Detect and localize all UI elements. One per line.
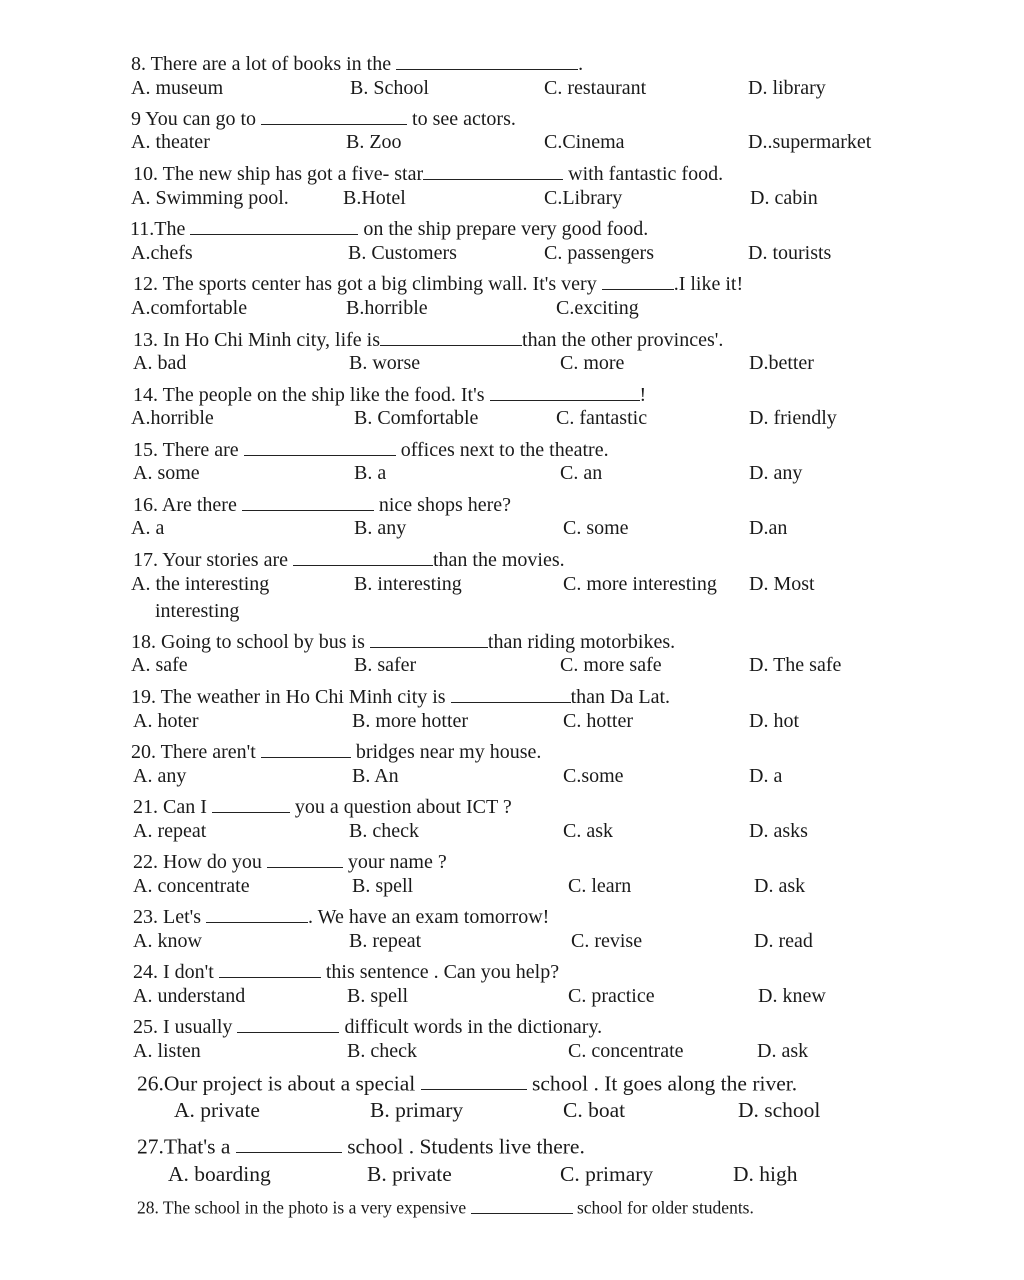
option-c[interactable]: C. an bbox=[560, 462, 603, 484]
option-b[interactable]: B. a bbox=[354, 462, 387, 484]
answer-blank[interactable] bbox=[602, 270, 674, 290]
question-text-before: . The school in the photo is a very expensive bbox=[154, 1197, 471, 1218]
question-number: 21 bbox=[133, 796, 153, 818]
question-number: 19 bbox=[131, 686, 151, 708]
option-a[interactable]: A. Swimming pool. bbox=[131, 187, 289, 209]
option-c[interactable]: C. concentrate bbox=[568, 1040, 684, 1062]
question-19 bbox=[131, 683, 670, 707]
question-text-after: difficult words in the dictionary. bbox=[339, 1016, 603, 1038]
question-13 bbox=[133, 326, 723, 350]
option-d[interactable]: D. high bbox=[733, 1162, 798, 1186]
option-a[interactable]: A.comfortable bbox=[131, 297, 248, 319]
option-b[interactable]: B.Hotel bbox=[343, 187, 406, 209]
answer-blank[interactable] bbox=[212, 793, 290, 813]
option-b[interactable]: B. interesting bbox=[354, 573, 462, 595]
option-c[interactable]: C. primary bbox=[560, 1162, 654, 1186]
option-a[interactable]: A. concentrate bbox=[133, 875, 250, 897]
option-d[interactable]: D. friendly bbox=[749, 407, 837, 429]
option-b[interactable]: B. An bbox=[352, 765, 399, 787]
question-text-after: ! bbox=[639, 384, 647, 406]
question-18 bbox=[131, 628, 675, 652]
question-text-after: . We have an exam tomorrow! bbox=[308, 906, 550, 928]
question-text-before: . The people on the ship like the food. It's bbox=[153, 384, 490, 406]
option-b[interactable]: B. spell bbox=[347, 985, 409, 1007]
option-b[interactable]: B. spell bbox=[352, 875, 414, 897]
option-a[interactable]: A. museum bbox=[131, 77, 224, 99]
option-d[interactable]: D. knew bbox=[758, 985, 826, 1007]
question-number: 23 bbox=[133, 906, 153, 928]
question-number: 17 bbox=[133, 549, 153, 571]
option-d[interactable]: D. Most bbox=[749, 573, 815, 595]
answer-blank[interactable] bbox=[244, 436, 396, 456]
option-d[interactable]: D. ask bbox=[754, 875, 806, 897]
option-b[interactable]: B. safer bbox=[354, 654, 417, 676]
option-d[interactable]: D. hot bbox=[749, 710, 799, 732]
question-10 bbox=[133, 160, 723, 184]
answer-blank[interactable] bbox=[423, 160, 563, 180]
answer-blank[interactable] bbox=[451, 683, 571, 703]
option-a[interactable]: A. a bbox=[131, 517, 165, 539]
question-number: 14 bbox=[133, 384, 153, 406]
question-text-after: this sentence . Can you help? bbox=[320, 961, 560, 983]
question-text-after: bridges near my house. bbox=[350, 741, 542, 763]
question-text-before: . In Ho Chi Minh city, life is bbox=[153, 329, 381, 351]
question-text-after: nice shops here? bbox=[373, 494, 512, 516]
question-text-before: . I don't bbox=[153, 961, 219, 983]
option-a[interactable]: A. hoter bbox=[133, 710, 199, 732]
option-d[interactable]: D. read bbox=[754, 930, 813, 952]
question-8 bbox=[131, 50, 583, 74]
question-number: 13 bbox=[133, 329, 153, 351]
question-text-before: .The bbox=[149, 218, 191, 240]
option-d[interactable]: D. asks bbox=[749, 820, 808, 842]
question-text-after: your name ? bbox=[342, 851, 447, 873]
option-d[interactable]: D. any bbox=[749, 462, 803, 484]
option-c[interactable]: C.some bbox=[563, 765, 624, 787]
option-a[interactable]: A. some bbox=[133, 462, 200, 484]
question-text-before: . Are there bbox=[153, 494, 242, 516]
option-a[interactable]: A. bad bbox=[133, 352, 187, 374]
option-b[interactable]: B. School bbox=[350, 77, 429, 99]
option-c[interactable]: C. more safe bbox=[560, 654, 662, 676]
answer-blank[interactable] bbox=[267, 848, 343, 868]
question-number: 12 bbox=[133, 273, 153, 295]
option-a[interactable]: A. know bbox=[133, 930, 202, 952]
question-27 bbox=[137, 1132, 585, 1158]
question-14 bbox=[133, 381, 646, 405]
answer-blank[interactable] bbox=[293, 546, 433, 566]
option-d[interactable]: D. cabin bbox=[750, 187, 818, 209]
option-b[interactable]: B. worse bbox=[349, 352, 421, 374]
question-text-after: school . Students live there. bbox=[341, 1134, 585, 1159]
option-d[interactable]: D. a bbox=[749, 765, 783, 787]
question-text-before: . The sports center has got a big climbing wall. It's very bbox=[153, 273, 602, 295]
option-a[interactable]: A. private bbox=[174, 1098, 260, 1122]
question-number: 22 bbox=[133, 851, 153, 873]
question-text-after: you a question about ICT ? bbox=[289, 796, 512, 818]
question-text-before: . Going to school by bus is bbox=[151, 631, 370, 653]
question-22 bbox=[133, 848, 447, 872]
question-16 bbox=[133, 491, 511, 515]
option-a[interactable]: A.horrible bbox=[131, 407, 214, 429]
question-text-after: .I like it! bbox=[673, 273, 744, 295]
question-text-before: . I usually bbox=[153, 1016, 238, 1038]
option-c[interactable]: C. restaurant bbox=[544, 77, 647, 99]
question-17 bbox=[133, 546, 565, 570]
option-c[interactable]: C. ask bbox=[563, 820, 613, 842]
question-number: 9 bbox=[131, 108, 141, 130]
question-number: 8 bbox=[131, 53, 141, 75]
option-c[interactable]: C. passengers bbox=[544, 242, 654, 264]
option-d[interactable]: D. library bbox=[748, 77, 826, 99]
answer-blank[interactable] bbox=[219, 958, 321, 978]
question-12 bbox=[133, 270, 743, 294]
question-9 bbox=[131, 105, 516, 129]
option-a[interactable]: A.chefs bbox=[131, 242, 193, 264]
option-c[interactable]: C. more interesting bbox=[563, 573, 717, 595]
option-d[interactable]: D..supermarket bbox=[748, 131, 872, 153]
option-c[interactable]: C. revise bbox=[571, 930, 643, 952]
question-text-after: with fantastic food. bbox=[563, 163, 724, 185]
question-number: 26 bbox=[137, 1071, 159, 1096]
option-b[interactable]: B. check bbox=[349, 820, 419, 842]
answer-blank[interactable] bbox=[490, 381, 640, 401]
question-text-before: . How do you bbox=[153, 851, 267, 873]
option-d[interactable]: D.an bbox=[749, 517, 788, 539]
question-number: 15 bbox=[133, 439, 153, 461]
option-b[interactable]: B. Comfortable bbox=[354, 407, 479, 429]
question-text-after: than the movies. bbox=[433, 549, 565, 571]
question-number: 10 bbox=[133, 163, 153, 185]
question-text-before: . Your stories are bbox=[153, 549, 293, 571]
option-b[interactable]: B. primary bbox=[370, 1098, 464, 1122]
question-24 bbox=[133, 958, 559, 982]
option-c[interactable]: C. boat bbox=[563, 1098, 626, 1122]
question-text-before: . There are bbox=[153, 439, 244, 461]
option-c[interactable]: C. learn bbox=[568, 875, 632, 897]
question-text-after: to see actors. bbox=[407, 108, 516, 130]
question-text-after: . bbox=[578, 53, 584, 75]
question-text-before: .Our project is about a special bbox=[158, 1071, 421, 1096]
question-number: 27 bbox=[137, 1134, 159, 1159]
option-a[interactable]: A. repeat bbox=[133, 820, 207, 842]
question-15 bbox=[133, 436, 609, 460]
option-c[interactable]: C. hotter bbox=[563, 710, 633, 732]
question-21 bbox=[133, 793, 512, 817]
question-number: 11 bbox=[130, 218, 150, 240]
question-text-after: than Da Lat. bbox=[570, 686, 670, 708]
question-text-before: . The new ship has got a five- star bbox=[153, 163, 424, 185]
question-text-after: school . It goes along the river. bbox=[526, 1071, 798, 1096]
answer-blank[interactable] bbox=[370, 628, 488, 648]
option-a[interactable]: A. safe bbox=[131, 654, 188, 676]
question-number: 28 bbox=[137, 1197, 155, 1218]
question-text-before: . The weather in Ho Chi Minh city is bbox=[151, 686, 451, 708]
question-text-after: offices next to the theatre. bbox=[395, 439, 609, 461]
option-c[interactable]: C. some bbox=[563, 517, 629, 539]
option-b[interactable]: B. Customers bbox=[348, 242, 457, 264]
option-b[interactable]: B. any bbox=[354, 517, 407, 539]
option-c[interactable]: C.Library bbox=[544, 187, 623, 209]
option-a[interactable]: A. understand bbox=[133, 985, 246, 1007]
answer-blank[interactable] bbox=[380, 326, 522, 346]
question-text-before: . Can I bbox=[153, 796, 212, 818]
option-b[interactable]: B. check bbox=[347, 1040, 417, 1062]
question-text-before: . There aren't bbox=[151, 741, 261, 763]
option-a[interactable]: A. listen bbox=[133, 1040, 201, 1062]
question-text-after: school for older students. bbox=[572, 1197, 754, 1218]
question-text-after: than the other provinces'. bbox=[522, 329, 724, 351]
option-b[interactable]: B. repeat bbox=[349, 930, 422, 952]
option-b[interactable]: B.horrible bbox=[346, 297, 428, 319]
answer-blank[interactable] bbox=[236, 1132, 342, 1153]
answer-blank[interactable] bbox=[190, 215, 358, 235]
answer-blank[interactable] bbox=[261, 105, 407, 125]
option-a[interactable]: A. the interesting bbox=[131, 573, 270, 595]
question-text-before: . There are a lot of books in the bbox=[141, 53, 397, 75]
answer-blank[interactable] bbox=[471, 1196, 573, 1214]
option-a[interactable]: A. boarding bbox=[168, 1162, 271, 1186]
question-25 bbox=[133, 1013, 602, 1037]
option-continuation: interesting bbox=[155, 600, 240, 622]
question-text-before: .That's a bbox=[158, 1134, 236, 1159]
question-23 bbox=[133, 903, 549, 927]
question-11 bbox=[130, 215, 648, 239]
answer-blank[interactable] bbox=[261, 738, 351, 758]
answer-blank[interactable] bbox=[242, 491, 374, 511]
option-b[interactable]: B. more hotter bbox=[352, 710, 469, 732]
option-b[interactable]: B. Zoo bbox=[346, 131, 402, 153]
option-c[interactable]: C.Cinema bbox=[544, 131, 625, 153]
option-c[interactable]: C. practice bbox=[568, 985, 655, 1007]
option-c[interactable]: C. fantastic bbox=[556, 407, 648, 429]
answer-blank[interactable] bbox=[396, 50, 578, 70]
option-d[interactable]: D. The safe bbox=[749, 654, 842, 676]
question-number: 20 bbox=[131, 741, 151, 763]
question-20 bbox=[131, 738, 541, 762]
question-text-before: . Let's bbox=[153, 906, 207, 928]
answer-blank[interactable] bbox=[421, 1069, 527, 1090]
option-c[interactable]: C.exciting bbox=[556, 297, 639, 319]
option-d[interactable]: D. tourists bbox=[748, 242, 832, 264]
question-text-before: You can go to bbox=[141, 108, 262, 130]
option-d[interactable]: D. school bbox=[738, 1098, 821, 1122]
question-26 bbox=[137, 1069, 797, 1095]
question-text-after: than riding motorbikes. bbox=[487, 631, 676, 653]
option-c[interactable]: C. more bbox=[560, 352, 625, 374]
question-number: 16 bbox=[133, 494, 153, 516]
question-text-after: on the ship prepare very good food. bbox=[358, 218, 649, 240]
question-number: 24 bbox=[133, 961, 153, 983]
question-number: 18 bbox=[131, 631, 151, 653]
option-a[interactable]: A. theater bbox=[131, 131, 210, 153]
question-28 bbox=[137, 1196, 754, 1217]
answer-blank[interactable] bbox=[237, 1013, 339, 1033]
question-number: 25 bbox=[133, 1016, 153, 1038]
option-b[interactable]: B. private bbox=[367, 1162, 452, 1186]
option-d[interactable]: D. ask bbox=[757, 1040, 809, 1062]
option-d[interactable]: D.better bbox=[749, 352, 814, 374]
option-a[interactable]: A. any bbox=[133, 765, 187, 787]
answer-blank[interactable] bbox=[206, 903, 308, 923]
